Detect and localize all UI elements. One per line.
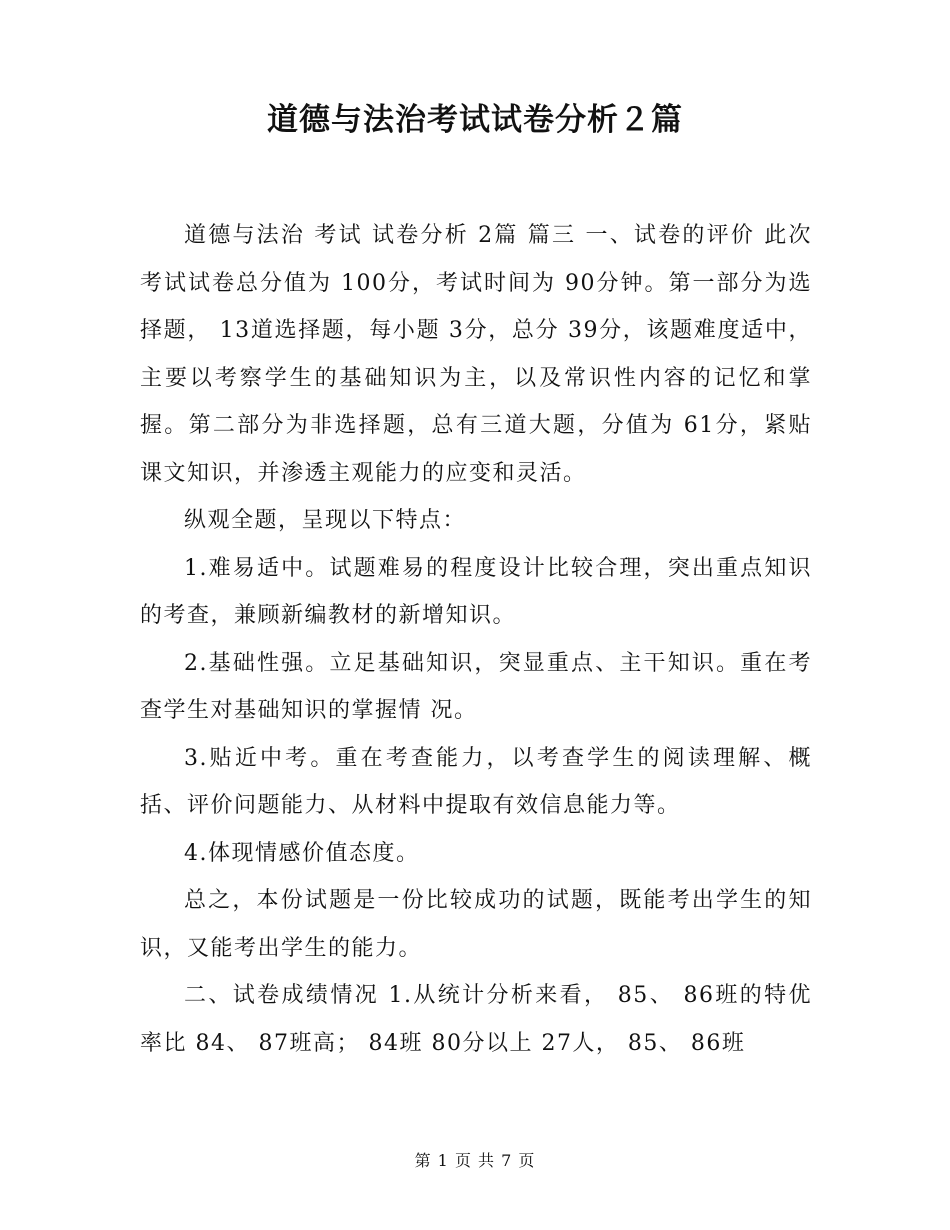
paragraph: 道德与法治 考试 试卷分析 2篇 篇三 一、试卷的评价 此次考试试卷总分值为 100分，考试时间为 90分钟。第一部分为选择题， 13道选择题，每小题 3分，总分 39分，该题难度适中，主要以考察学生的基础知识为主，以及常识性内容的记忆和掌握。第二部分为非选择题，总有三道大题，分值为 61分，紧贴课文知识，并渗透主观能力的应变和灵活。 bbox=[140, 223, 812, 486]
paragraph: 总之，本份试题是一份比较成功的试题，既能考出学生的知识，又能考出学生的能力。 bbox=[140, 888, 812, 961]
paragraph: 纵观全题，呈现以下特点： bbox=[184, 508, 467, 533]
document-body bbox=[140, 212, 812, 1067]
paragraph: 2.基础性强。立足基础知识，突显重点、主干知识。重在考查学生对基础知识的掌握情 况。 bbox=[140, 650, 812, 723]
paragraph: 二、试卷成绩情况 1.从统计分析来看， 85、 86班的特优率比 84、 87班高； 84班 80分以上 27人， 85、 86班 bbox=[140, 983, 812, 1056]
paragraph: 4.体现情感价值态度。 bbox=[184, 840, 420, 866]
paragraph: 1.难易适中。试题难易的程度设计比较合理，突出重点知识的考查，兼顾新编教材的新增知识。 bbox=[140, 555, 812, 628]
page-footer: 第 1 页 共 7 页 bbox=[414, 1151, 536, 1170]
document-title: 道德与法治考试试卷分析２篇 bbox=[267, 102, 683, 138]
paragraph: 3.贴近中考。重在考查能力，以考查学生的阅读理解、概括、评价问题能力、从材料中提取有效信息能力等。 bbox=[140, 745, 812, 818]
